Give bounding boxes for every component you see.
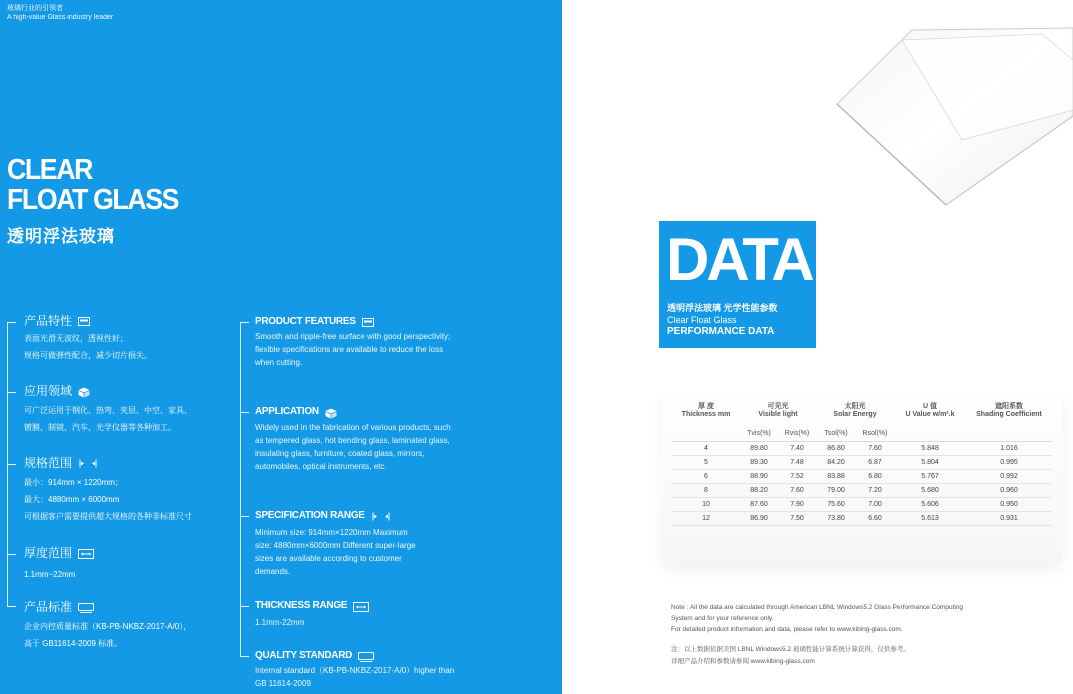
table-row (672, 442, 1052, 456)
note-en-3: For detailed product information and data, please refer to www.kibing-glass.com. (671, 626, 903, 633)
cn-tick (7, 606, 16, 607)
table-cell: 7.40 (778, 442, 816, 456)
thickness-icon (353, 602, 369, 611)
data-subtitle-en: Clear Float Glass (667, 315, 737, 325)
table-subheader-row (672, 426, 1052, 442)
cn-application-line-2: 镀膜、制镜、汽车、光学仪器等各种加工。 (24, 423, 176, 432)
table-cell: 12 (672, 512, 740, 526)
en-tick (240, 656, 249, 657)
cn-features-title: 产品特性 (24, 314, 73, 328)
table-cell: 6.87 (856, 456, 894, 470)
cn-standard-title: 产品标准 (24, 600, 73, 614)
range-arrows-icon (78, 459, 98, 468)
thickness-icon (78, 549, 94, 558)
subheader-cell (894, 426, 966, 442)
table-cell: 8 (672, 484, 740, 498)
table-cell: 79.00 (816, 484, 856, 498)
note-cn-2: 详细产品介绍和参数请参阅 www.kibing-glass.com (671, 658, 815, 665)
cn-spec-text (24, 474, 192, 525)
table-cell: 86.90 (740, 512, 778, 526)
cn-application-title: 应用领域 (24, 384, 73, 398)
cn-features-line-2: 规格可做弹性配合，减少切片损失。 (24, 351, 152, 360)
table-cell: 88.90 (740, 470, 778, 484)
cube-icon (78, 387, 90, 396)
table-cell: 7.90 (778, 498, 816, 512)
cn-tick (7, 392, 16, 393)
table-body (672, 442, 1052, 526)
header-thickness: 厚 度 Thickness mm (681, 403, 731, 418)
subheader-cell (966, 426, 1052, 442)
table-cell: 87.60 (740, 498, 778, 512)
table-cell: 88.20 (740, 484, 778, 498)
table-cell: 6 (672, 470, 740, 484)
table-cell: 0.950 (966, 498, 1052, 512)
cn-spec-title: 规格范围 (24, 456, 73, 470)
cube-icon (325, 408, 337, 417)
en-thickness-title: THICKNESS RANGE (255, 600, 348, 611)
right-panel (562, 0, 1073, 694)
tagline-en: A high-value Glass industry leader (7, 14, 114, 21)
cn-spec-line-3: 可根据客户需要提供超大规格的各种非标准尺寸 (24, 512, 192, 521)
table-row (672, 456, 1052, 470)
en-application-text: Widely used in the fabrication of various products, such as tempered glass, hot bending glass, laminated glass, insulating glass, furniture, coated glass, mirrors, automobiles, optical instruments, etc. (255, 423, 451, 471)
en-application-title: APPLICATION (255, 406, 319, 417)
cn-tick (7, 322, 16, 323)
table-header-row (672, 396, 1052, 426)
table-cell: 5.804 (894, 456, 966, 470)
en-standard-title: QUALITY STANDARD (255, 650, 353, 661)
cn-features-line-1: 表面光滑无波纹，透视性好； (24, 334, 128, 343)
table-cell: 5.848 (894, 442, 966, 456)
cn-standard-line-1: 企业内控质量标准（KB-PB-NKBZ-2017-A/0）， (24, 622, 192, 631)
subheader-cell: Tsol(%) (816, 426, 856, 442)
header-solar-energy: 太阳光 Solar Energy (833, 403, 877, 418)
table-cell: 7.60 (856, 442, 894, 456)
table-cell: 10 (672, 498, 740, 512)
cn-section-title (24, 600, 94, 614)
note-en-2: System and for your reference only. (671, 615, 774, 622)
en-tick (240, 412, 249, 413)
cn-section-title (24, 456, 98, 470)
header-shading-coefficient: 遮阳系数 Shading Coefficient (976, 403, 1042, 418)
subheader-cell: Rsol(%) (856, 426, 894, 442)
table-cell: 0.960 (966, 484, 1052, 498)
cn-application-line-1: 可广泛运用于钢化、热弯、夹层、中空、家具、 (24, 406, 192, 415)
cn-thickness-text (24, 566, 75, 583)
table-row (672, 484, 1052, 498)
subheader-cell (672, 426, 740, 442)
table-row (672, 470, 1052, 484)
table-cell: 84.20 (816, 456, 856, 470)
cn-section-title (24, 546, 94, 560)
cn-standard-line-2: 高于 GB11614-2009 标准。 (24, 639, 123, 648)
table-cell: 0.995 (966, 456, 1052, 470)
table-cell: 1.016 (966, 442, 1052, 456)
subheader-cell: Rvis(%) (778, 426, 816, 442)
table-cell: 5.680 (894, 484, 966, 498)
title-line-1: CLEAR (7, 154, 92, 186)
cn-tick (7, 464, 16, 465)
en-tick (240, 516, 249, 517)
en-section-title (255, 406, 337, 418)
table-cell: 83.88 (816, 470, 856, 484)
table-cell: 0.992 (966, 470, 1052, 484)
table-cell: 5.767 (894, 470, 966, 484)
en-features-title: PRODUCT FEATURES (255, 316, 356, 327)
cn-features-text (24, 330, 152, 364)
cn-spec-line-2: 最大：4880mm × 6000mm (24, 495, 120, 504)
header-visible-light: 可见光 Visible light (758, 403, 798, 418)
table-cell: 86.80 (816, 442, 856, 456)
standard-icon (358, 652, 374, 661)
note-cn-1: 注：以上数据依据美国 LBNL Windows5.2 玻璃性能计算系统计算获得，仅供参考。 (671, 646, 910, 653)
table-cell: 7.52 (778, 470, 816, 484)
en-spec-text: Minimum size: 914mm×1220mm Maximum size: 4880mm×6000mm Different super-large sizes are available according to customer demands. (255, 528, 416, 576)
data-title-box (659, 221, 816, 348)
cn-tick (7, 554, 16, 555)
table-cell: 7.48 (778, 456, 816, 470)
glass-pane-icon (362, 318, 374, 327)
header-u-value: U 值 U Value w/m².k (905, 403, 955, 418)
en-tick (240, 322, 249, 323)
table-cell: 5.606 (894, 498, 966, 512)
cn-section-title (24, 314, 90, 328)
note-en-1: Note : All the data are calculated through American LBNL Windows5.2 Glass Performance Computing (671, 604, 964, 611)
en-standard-text: Internal standard（KB-PB-NKBZ-2017-A/0）higher than GB 11614-2009 (255, 666, 455, 688)
en-tick (240, 606, 249, 607)
table-cell: 6.60 (856, 512, 894, 526)
en-thickness-text: 1.1mm-22mm (255, 618, 305, 627)
cn-section-title (24, 384, 90, 398)
data-word: DATA (666, 226, 812, 293)
en-section-title (255, 650, 374, 662)
performance-table (672, 396, 1052, 526)
table-cell: 5 (672, 456, 740, 470)
glass-pane-icon (78, 317, 90, 326)
en-section-title (255, 600, 369, 612)
cn-thickness-title: 厚度范围 (24, 546, 73, 560)
table-cell: 6.80 (856, 470, 894, 484)
table-cell: 89.30 (740, 456, 778, 470)
glass-sheet-illustration (562, 0, 1073, 220)
table-row (672, 498, 1052, 512)
en-spec-title: SPECIFICATION RANGE (255, 510, 365, 521)
data-subtitle-cn: 透明浮法玻璃 光学性能参数 (667, 303, 778, 313)
table-row (672, 512, 1052, 526)
table-cell: 0.931 (966, 512, 1052, 526)
en-section-title (255, 510, 391, 522)
table-cell: 7.60 (778, 484, 816, 498)
title-cn: 透明浮法玻璃 (7, 227, 115, 246)
standard-icon (78, 603, 94, 612)
cn-spec-line-1: 最小：914mm × 1220mm； (24, 478, 123, 487)
cn-application-text (24, 402, 192, 436)
table-cell: 4 (672, 442, 740, 456)
title-line-2: FLOAT GLASS (7, 184, 179, 216)
table-cell: 89.80 (740, 442, 778, 456)
table-cell: 75.60 (816, 498, 856, 512)
data-subtitle-en-bold: PERFORMANCE DATA (667, 326, 775, 337)
table-cell: 73.80 (816, 512, 856, 526)
tagline-cn: 玻璃行业的引领者 (7, 5, 63, 12)
table-cell: 5.613 (894, 512, 966, 526)
table-cell: 7.50 (778, 512, 816, 526)
cn-thickness-line-1: 1.1mm~22mm (24, 570, 76, 579)
en-section-title (255, 316, 374, 328)
en-features-text: Smooth and ripple-free surface with good perspectivity; flexible specifications are available to reduce the loss when cutting. (255, 332, 451, 367)
subheader-cell: Tvis(%) (740, 426, 778, 442)
table-cell: 7.20 (856, 484, 894, 498)
cn-standard-text (24, 618, 191, 652)
range-arrows-icon (371, 512, 391, 521)
page-title (7, 155, 178, 215)
table-cell: 7.00 (856, 498, 894, 512)
